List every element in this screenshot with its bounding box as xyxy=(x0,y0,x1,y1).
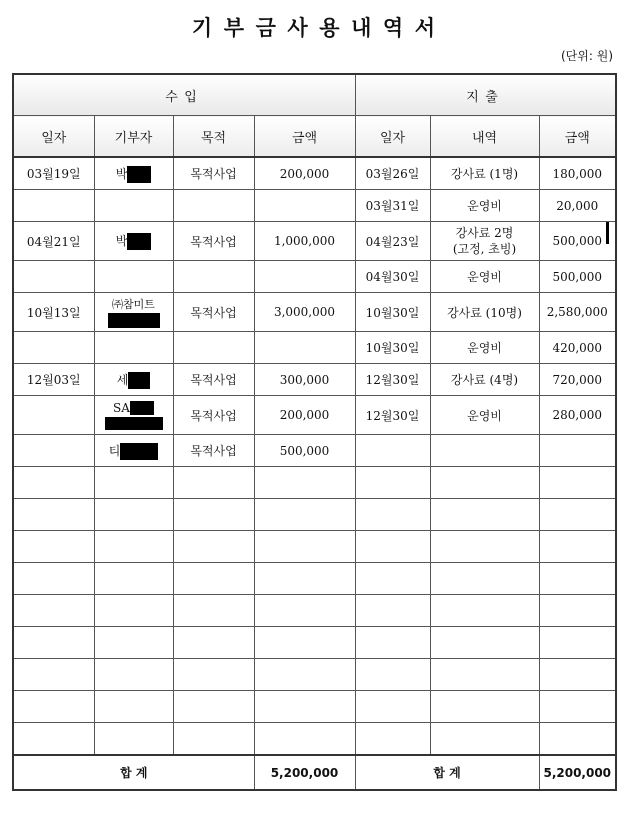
expense-date xyxy=(355,435,430,467)
donor-cell xyxy=(94,157,173,190)
table-row xyxy=(13,261,616,293)
income-amount xyxy=(254,190,355,222)
empty-row xyxy=(13,723,616,756)
unit-note: (단위: 원) xyxy=(561,49,613,63)
donor-cell xyxy=(94,261,173,293)
income-section-header: 수입 xyxy=(13,74,355,116)
donor-cell xyxy=(94,293,173,332)
expense-amount: 280,000 xyxy=(539,396,616,435)
income-amount xyxy=(254,261,355,293)
income-date xyxy=(13,435,94,467)
income-total-label: 합 계 xyxy=(13,755,254,790)
income-date: 12월03일 xyxy=(13,364,94,396)
empty-row xyxy=(13,499,616,531)
column-header-row xyxy=(13,116,616,158)
purpose: 목적사업 xyxy=(173,396,254,435)
donor-cell xyxy=(94,222,173,261)
income-date: 10월13일 xyxy=(13,293,94,332)
empty-row xyxy=(13,627,616,659)
column-header: 금액 xyxy=(254,116,355,158)
table-row xyxy=(13,157,616,190)
expense-detail: 강사료 (1명) xyxy=(430,157,539,190)
table-row xyxy=(13,435,616,467)
income-date: 03월19일 xyxy=(13,157,94,190)
income-date xyxy=(13,332,94,364)
expense-amount: 720,000 xyxy=(539,364,616,396)
income-total-amount: 5,200,000 xyxy=(254,755,355,790)
table-row xyxy=(13,222,616,261)
table-row xyxy=(13,332,616,364)
donor-cell xyxy=(94,364,173,396)
donor-cell xyxy=(94,435,173,467)
expense-date: 04월30일 xyxy=(355,261,430,293)
table-row xyxy=(13,396,616,435)
purpose xyxy=(173,190,254,222)
purpose: 목적사업 xyxy=(173,364,254,396)
expense-detail xyxy=(430,435,539,467)
expense-section-header: 지출 xyxy=(355,74,616,116)
expense-total-amount: 5,200,000 xyxy=(539,755,616,790)
empty-row xyxy=(13,595,616,627)
income-amount: 1,000,000 xyxy=(254,222,355,261)
section-header-row xyxy=(13,74,616,116)
expense-detail: 운영비 xyxy=(430,396,539,435)
redaction-block xyxy=(120,443,158,460)
expense-total-label: 합 계 xyxy=(355,755,539,790)
column-header: 일자 xyxy=(355,116,430,158)
donor-name: 박 xyxy=(115,166,128,181)
donor-name: 박 xyxy=(115,234,128,248)
expense-detail-line: (고정, 초빙) xyxy=(452,242,517,256)
expense-detail-line: 강사료 2명 xyxy=(455,226,514,240)
donor-cell xyxy=(94,332,173,364)
purpose: 목적사업 xyxy=(173,222,254,261)
purpose xyxy=(173,332,254,364)
redaction-block xyxy=(127,233,151,250)
expense-detail: 운영비 xyxy=(430,190,539,222)
purpose: 목적사업 xyxy=(173,293,254,332)
donor-cell xyxy=(94,190,173,222)
document-title: 기부금사용내역서 xyxy=(191,16,447,40)
table-row xyxy=(13,190,616,222)
expense-amount xyxy=(539,435,616,467)
expense-amount: 20,000 xyxy=(539,190,616,222)
column-header: 목적 xyxy=(173,116,254,158)
expense-date: 10월30일 xyxy=(355,332,430,364)
redaction-block xyxy=(130,401,154,415)
donor-name: SA xyxy=(113,400,130,415)
income-amount: 200,000 xyxy=(254,396,355,435)
redaction-block xyxy=(105,417,163,430)
expense-amount: 420,000 xyxy=(539,332,616,364)
income-amount: 300,000 xyxy=(254,364,355,396)
expense-amount: 2,580,000 xyxy=(539,293,616,332)
income-amount: 200,000 xyxy=(254,157,355,190)
empty-row xyxy=(13,691,616,723)
expense-amount: 500,000 xyxy=(539,222,616,261)
income-amount: 500,000 xyxy=(254,435,355,467)
donor-line xyxy=(95,401,173,416)
income-amount: 3,000,000 xyxy=(254,293,355,332)
empty-row xyxy=(13,467,616,499)
expense-date: 03월26일 xyxy=(355,157,430,190)
donor-name: 세 xyxy=(116,372,129,387)
purpose: 목적사업 xyxy=(173,157,254,190)
expense-date: 12월30일 xyxy=(355,396,430,435)
purpose: 목적사업 xyxy=(173,435,254,467)
expense-amount: 180,000 xyxy=(539,157,616,190)
column-header: 금액 xyxy=(539,116,616,158)
donor-name: 티 xyxy=(108,443,121,458)
empty-row xyxy=(13,563,616,595)
expense-detail: 강사료 (4명) xyxy=(430,364,539,396)
income-date xyxy=(13,396,94,435)
empty-row xyxy=(13,659,616,691)
donor-cell xyxy=(94,396,173,435)
expense-date: 04월23일 xyxy=(355,222,430,261)
income-amount xyxy=(254,332,355,364)
expense-date: 12월30일 xyxy=(355,364,430,396)
income-date xyxy=(13,190,94,222)
expense-detail: 강사료 (10명) xyxy=(430,293,539,332)
expense-detail: 운영비 xyxy=(430,332,539,364)
income-date: 04월21일 xyxy=(13,222,94,261)
column-header: 내역 xyxy=(430,116,539,158)
purpose xyxy=(173,261,254,293)
redaction-block xyxy=(108,313,160,328)
expense-amount: 500,000 xyxy=(539,261,616,293)
redaction-mark xyxy=(606,222,609,244)
empty-row xyxy=(13,531,616,563)
table-row xyxy=(13,293,616,332)
column-header: 기부자 xyxy=(94,116,173,158)
expense-detail xyxy=(430,222,539,261)
donation-ledger-table xyxy=(12,73,617,791)
redaction-block xyxy=(127,166,151,183)
redaction-block xyxy=(128,372,150,389)
expense-date: 03월31일 xyxy=(355,190,430,222)
column-header: 일자 xyxy=(13,116,94,158)
expense-detail: 운영비 xyxy=(430,261,539,293)
income-date xyxy=(13,261,94,293)
totals-row xyxy=(13,755,616,790)
donor-name: ㈜참미트 xyxy=(112,297,155,311)
expense-date: 10월30일 xyxy=(355,293,430,332)
table-row xyxy=(13,364,616,396)
